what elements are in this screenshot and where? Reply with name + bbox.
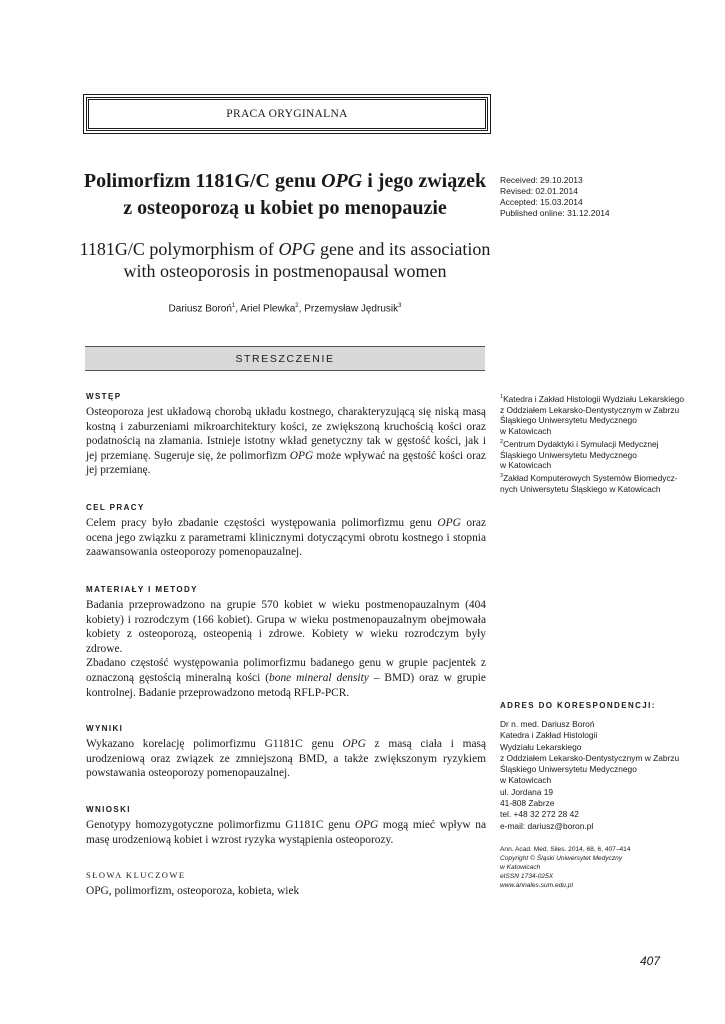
section-body [86, 405, 486, 478]
body-text: z masą ciała i masą urodzeniową oraz związek ze zmniejszoną BMD, a także zwiększonym ryzykiem powstawania osteoporozy pomenopauzalnej. [86, 738, 487, 780]
affiliation-line [500, 437, 705, 450]
affiliation-text: Zakład Komputerowych Systemów Biomedycz- [503, 472, 678, 483]
section-keywords [86, 870, 486, 899]
body-text: oraz ocena jego związku z parametrami klinicznymi dotyczącymi obrotu kostnego i stopnia zaawansowania osteoporozy pomenopauzalnej. [86, 517, 487, 559]
body-text: Genotypy homozygotyczne polimorfizmu G1181C genu [86, 819, 355, 831]
body-paragraph [86, 656, 486, 700]
address-line: Śląskiego Uniwersytetu Medycznego [500, 764, 637, 775]
address-line: Katedra i Zakład Histologii [500, 730, 598, 741]
section-heading: WSTĘP [86, 392, 122, 401]
section-heading: WYNIKI [86, 724, 124, 733]
affiliation-line: w Katowicach [500, 426, 552, 437]
address-line: ul. Jordana 19 [500, 786, 554, 797]
keywords-heading: SŁOWA KLUCZOWE [86, 870, 186, 880]
section-materialy-i-metody [86, 585, 486, 700]
section-body [86, 598, 486, 700]
affiliation-text: Centrum Dydaktyki i Symulacji Medycznej [503, 438, 659, 449]
gene-name: OPG [354, 819, 379, 831]
article-type-banner [86, 97, 488, 131]
section-heading: MATERIAŁY I METODY [86, 585, 198, 594]
address-line: w Katowicach [500, 775, 552, 786]
correspondence-name: Dr n. med. Dariusz Boroń [500, 719, 595, 729]
affiliation-line: Śląskiego Uniwersytetu Medycznego [500, 415, 637, 426]
subtitle-text: gene and its association [315, 239, 491, 259]
article-title-en [55, 238, 515, 282]
affiliation-line: Śląskiego Uniwersytetu Medycznego [500, 449, 637, 460]
affiliation-line: nych Uniwersytetu Śląskiego w Katowicach [500, 483, 661, 494]
section-body [86, 516, 486, 560]
body-paragraph: Badania przeprowadzono na grupie 570 kobiet w wieku postmenopauzalnym (404 kobiety) i rozrodczym (166 kobiet). Grupa w wieku postmenopauzalnym obejmowała kobiety z osteoporozą, osteopenią i zdrowe. Kobiety w wieku rozrodczym były zdrowe. [86, 599, 486, 655]
affiliation-number: 3 [500, 473, 504, 480]
title-text: Polimorfizm 1181G/C genu [83, 170, 322, 192]
email-address: e-mail: dariusz@boron.pl [500, 820, 594, 831]
author-separator: , [235, 303, 241, 315]
body-text: – BMD) oraz w grupie kontrolnej. Badanie przeprowadzono metodą RFLP-PCR. [86, 671, 486, 699]
section-wnioski [86, 805, 486, 847]
author-name: Ariel Plewka [240, 303, 296, 315]
revised-date: Revised: 02.01.2014 [500, 186, 578, 196]
gene-name: OPG [289, 449, 314, 462]
journal-website: www.annales.sum.edu.pl [500, 882, 573, 889]
accepted-date: Accepted: 15.03.2014 [500, 197, 583, 207]
published-date: Published online: 31.12.2014 [500, 208, 610, 218]
author-name: Dariusz Boroń [168, 303, 232, 315]
copyright-line: w Katowicach [500, 864, 541, 871]
body-text: Wykazano korelację polimorfizmu G1181C genu [86, 738, 343, 750]
article-dates [500, 175, 680, 219]
correspondence-heading: ADRES DO KORESPONDENCJI: [500, 701, 656, 710]
subtitle-text: 1181G/C polymorphism of [79, 239, 279, 259]
abstract-heading-bar [85, 346, 485, 371]
copyright-line: Copyright © Śląski Uniwersytet Medyczny [500, 855, 623, 862]
page-number: 407 [640, 954, 661, 968]
section-body [86, 818, 486, 847]
author-affiliation-ref: 1 [231, 303, 236, 309]
body-text: Osteoporoza jest układową chorobą układu kostnego, charakteryzującą się niską masą kostną i zaburzeniami mikroarchitektury kości, ze zwiększoną kruchością kości oraz podatnością na złamania. Istnieje istotny wkład genetyczny tak w gęstość kości, jak i jej przemianę. Sugeruje się, że polimorfizm [86, 406, 486, 462]
body-text: mogą mieć wpływ na masę urodzeniową kobiet i wzrost ryzyka wystąpienia osteoporozy. [86, 819, 487, 846]
section-cel-pracy [86, 503, 486, 560]
body-text: Celem pracy było zbadanie częstości występowania polimorfizmu genu [86, 517, 438, 529]
received-date: Received: 29.10.2013 [500, 175, 583, 185]
affiliations [500, 392, 705, 495]
address-line: 41-808 Zabrze [500, 798, 555, 809]
gene-name: OPG [342, 738, 366, 750]
affiliation-line: w Katowicach [500, 460, 552, 471]
term-italic: bone mineral density [269, 671, 369, 684]
author-name: Przemysław Jędrusik [304, 303, 399, 315]
section-body [86, 737, 486, 781]
section-heading: WNIOSKI [86, 805, 131, 814]
address-line: Wydziału Lekarskiego [500, 741, 582, 752]
affiliation-text: Katedra i Zakład Histologii Wydziału Lekarskiego [503, 393, 685, 404]
affiliation-number: 2 [500, 438, 504, 445]
gene-name: OPG [437, 517, 461, 529]
author-separator: , [298, 303, 305, 315]
issn: eISSN 1734-025X [500, 873, 554, 880]
title-line2: z osteoporozą u kobiet po menopauzie [123, 197, 447, 219]
affiliation-line [500, 471, 705, 484]
title-text: i jego związek [362, 170, 487, 192]
title-gene: OPG [321, 170, 363, 192]
section-wstep [86, 392, 486, 478]
subtitle-line2: with osteoporosis in postmenopausal women [123, 261, 447, 281]
correspondence-address [500, 719, 705, 832]
keywords-list: OPG, polimorfizm, osteoporoza, kobieta, wiek [86, 885, 300, 897]
affiliation-line [500, 392, 705, 405]
citation-block [500, 845, 705, 890]
article-type-label: PRACA ORYGINALNA [226, 108, 348, 120]
affiliation-number: 1 [500, 394, 504, 400]
author-affiliation-ref: 2 [295, 303, 299, 309]
body-text: może wpływać na gęstość kości oraz jej przemianę. [86, 449, 486, 477]
phone-number: tel. +48 32 272 28 42 [500, 809, 579, 820]
abstract-heading: STRESZCZENIE [235, 352, 335, 365]
section-heading: CEL PRACY [86, 503, 145, 512]
address-line: z Oddziałem Lekarsko-Dentystycznym w Zabrzu [500, 752, 680, 763]
article-title-pl [70, 168, 500, 222]
author-list [100, 303, 470, 314]
journal-citation: Ann. Acad. Med. Siles. 2014, 68, 6, 407–414 [500, 846, 631, 853]
body-text: Zbadano częstość występowania polimorfizmu badanego genu w grupie pacjentek z oznaczoną gęstością mineralną kości ( [86, 657, 486, 684]
section-wyniki [86, 724, 486, 781]
subtitle-gene: OPG [278, 239, 316, 259]
author-affiliation-ref: 3 [398, 303, 402, 309]
affiliation-line: z Oddziałem Lekarsko-Dentystycznym w Zabrzu [500, 404, 680, 415]
